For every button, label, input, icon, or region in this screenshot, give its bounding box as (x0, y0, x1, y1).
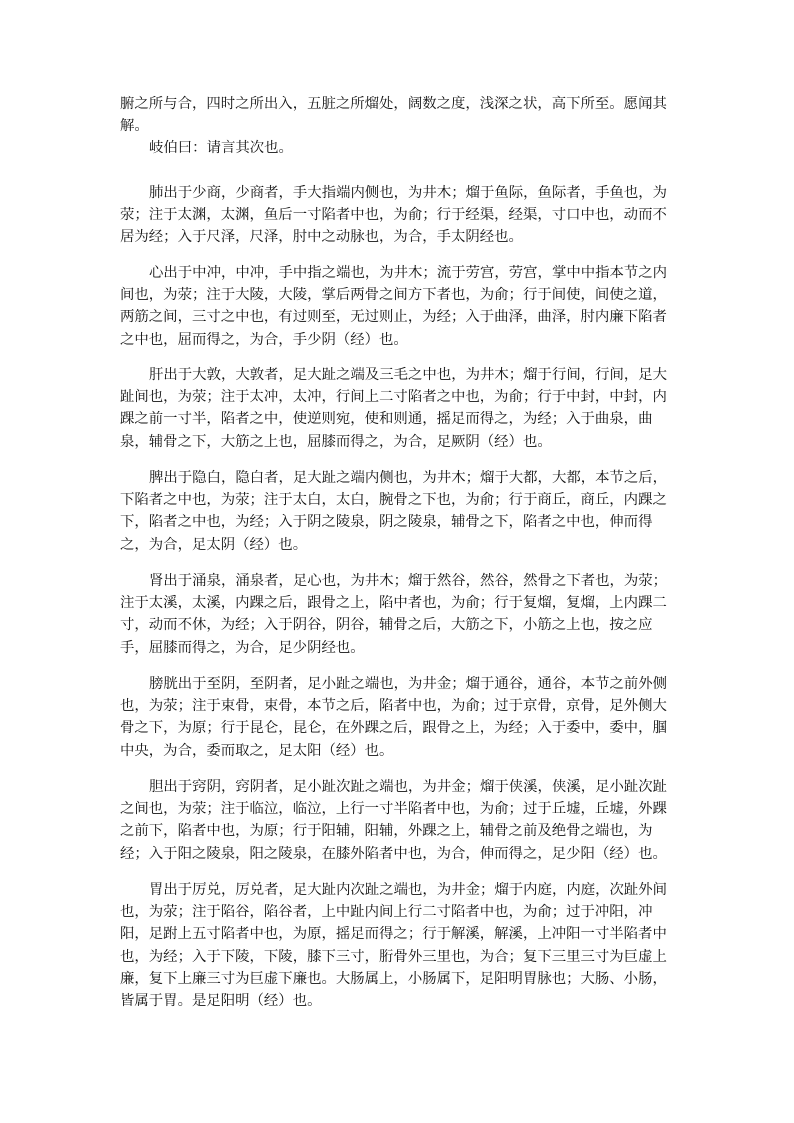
paragraph-heart: 心出于中冲，中冲，手中指之端也，为井木；流于劳宫，劳宫，掌中中指本节之内间也，为荥；注于大陵，大陵，掌后两骨之间方下者也，为俞；行于间使，间使之道，两筋之间，三寸之中也，有过则至，无过则止，为经；入于曲泽，曲泽，肘内廉下陷者之中也，屈而得之，为合，手少阴（经）也。 (120, 265, 668, 348)
paragraph-qibo: 岐伯曰：请言其次也。 (149, 140, 293, 156)
paragraph-lung: 肺出于少商，少商者，手大指端内侧也，为井木；熘于鱼际，鱼际者，手鱼也，为荥；注于太渊，太渊，鱼后一寸陷者中也，为俞；行于经渠，经渠，寸口中也，动而不居为经；入于尺泽，尺泽，肘中之动脉也，为合，手太阴经也。 (120, 185, 668, 246)
paragraph-intro: 腑之所与合，四时之所出入，五脏之所熘处，阔数之度，浅深之状，高下所至。愿闻其解。 (120, 96, 667, 135)
paragraph-liver: 肝出于大敦，大敦者，足大趾之端及三毛之中也，为井木；熘于行间，行间，足大趾间也，为荥；注于太冲，太冲，行间上二寸陷者之中也，为俞；行于中封，中封，内踝之前一寸半，陷者之中，使逆则宛，使和则通，摇足而得之，为经；入于曲泉，曲泉，辅骨之下，大筋之上也，屈膝而得之，为合，足厥阴（经）也。 (120, 367, 668, 450)
paragraph-kidney: 肾出于涌泉，涌泉者，足心也，为井木；熘于然谷，然谷，然骨之下者也，为荥；注于太溪，太溪，内踝之后，跟骨之上，陷中者也，为俞；行于复熘，复熘，上内踝二寸，动而不休，为经；入于阴谷，阴谷，辅骨之后，大筋之下，小筋之上也，按之应手，屈膝而得之，为合，足少阴经也。 (120, 573, 668, 656)
paragraph-stomach: 胃出于厉兑，厉兑者，足大趾内次趾之端也，为井金；熘于内庭，内庭，次趾外间也，为荥；注于陷谷，陷谷者，上中趾内间上行二寸陷者中也，为俞；过于冲阳，冲阳，足跗上五寸陷者中也，为原，摇足而得之；行于解溪，解溪，上冲阳一寸半陷者中也，为经；入于下陵，下陵，膝下三寸，胻骨外三里也，为合；复下三里三寸为巨虚上廉，复下上廉三寸为巨虚下廉也。大肠属上，小肠属下，足阳明胃脉也；大肠、小肠，皆属于胃。是足阳明（经）也。 (120, 882, 668, 1010)
paragraph-bladder: 膀胱出于至阴，至阴者，足小趾之端也，为井金；熘于通谷，通谷，本节之前外侧也，为荥；注于束骨，束骨，本节之后，陷者中也，为俞；过于京骨，京骨，足外侧大骨之下，为原；行于昆仑，昆仑，在外踝之后，跟骨之上，为经；入于委中，委中，腘中央，为合，委而取之，足太阳（经）也。 (120, 676, 668, 759)
paragraph-gallbladder: 胆出于窍阴，窍阴者，足小趾次趾之端也，为井金；熘于侠溪，侠溪，足小趾次趾之间也，为荥；注于临泣，临泣，上行一寸半陷者中也，为俞；过于丘墟，丘墟，外踝之前下，陷者中也，为原；行于阳辅，阳辅，外踝之上，辅骨之前及绝骨之端也，为经；入于阳之陵泉，阳之陵泉，在膝外陷者中也，为合，伸而得之，足少阳（经）也。 (120, 779, 668, 862)
paragraph-spleen: 脾出于隐白，隐白者，足大趾之端内侧也，为井木；熘于大都，大都，本节之后，下陷者之中也，为荥；注于太白，太白，腕骨之下也，为俞；行于商丘，商丘，内踝之下，陷者之中也，为经；入于阴之陵泉，阴之陵泉，辅骨之下，陷者之中也，伸而得之，为合，足太阴（经）也。 (120, 470, 668, 553)
